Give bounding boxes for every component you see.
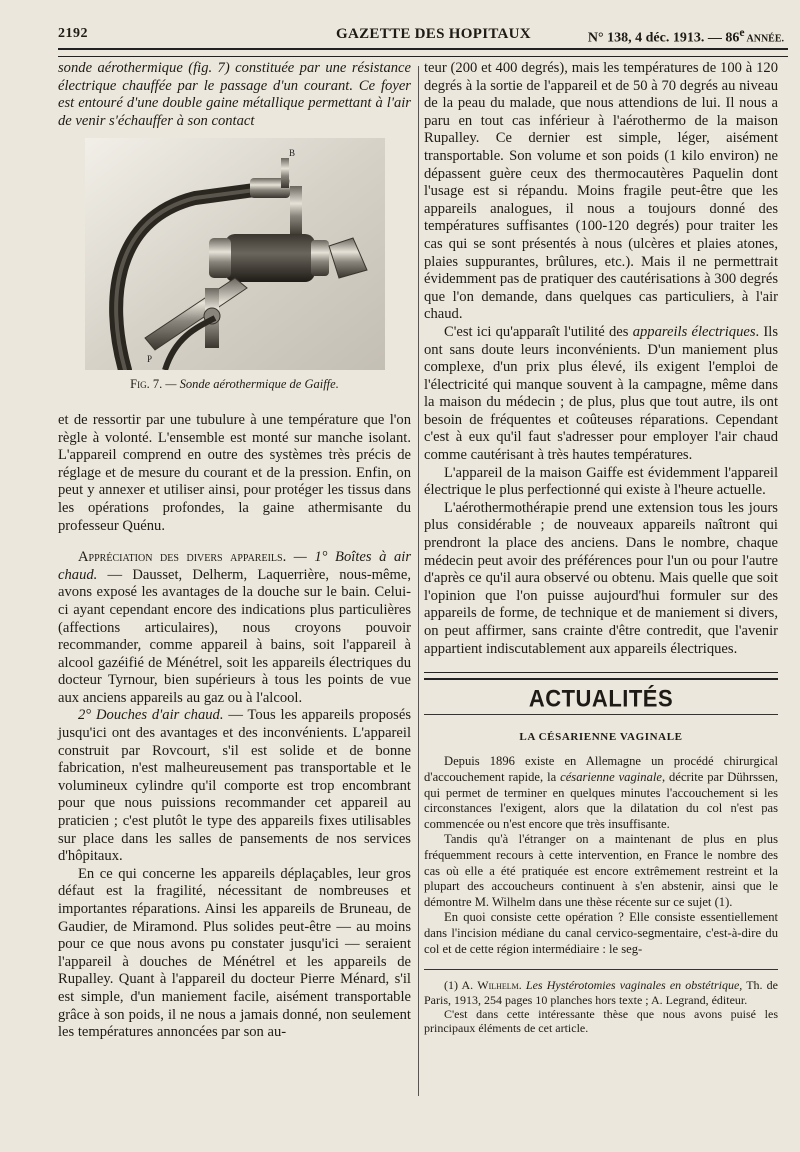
right-paragraph-3: L'appareil de la maison Gaiffe est évidemment l'appareil électrique le plus perfectionné qui existe à l'heure actuelle. [424,464,778,499]
right-p2-a: C'est ici qu'apparaît l'utilité des [444,323,633,340]
page-number: 2192 [58,26,88,41]
footnote-1 [424,978,778,1007]
left-paragraph-3 [58,549,411,707]
figure-letter-p: P [146,354,152,365]
footnotes [424,978,778,1036]
aerothermic-probe-illustration [85,138,385,370]
left-paragraph-5: En ce qui concerne les appareils déplaçables, leur gros défaut est la fragilité, nécessitant de nombreuses et importantes réparations. Ainsi les appareils de Bruneau, de Gaudier, de Miramond. Plus solides peut-être — au moins pour ce que nous avons pu constater jusqu'ici — seraient l'appareil à douches de Ménétrel et les appareils de Rupalley. Quant à l'appareil du docteur Pierre Ménard, s'il est simple, d'un maniement facile, aisément transportable grâce à son poids, il ne nous a jamais donné, non seulement les températures annoncées par son au- [58,865,411,1041]
right-paragraph-2 [424,324,778,465]
footnote-2: C'est dans cette intéressante thèse que nous avons puisé les principaux éléments de cet article. [424,1006,778,1036]
left-p1-text: sonde aérothermique (fig. 7) constituée par une résistance électrique chauffée par le passage d'un courant. Ce foyer est entouré d'une double gaine métallique permettant à l'air de venir s'échauffer à son contact [58,60,411,129]
fn1-a: (1) A. [444,978,478,993]
fn1-author: Wilhelm. [477,978,522,993]
issue-year-label: ANNÉE. [744,33,784,45]
figure-caption [58,376,411,394]
column-divider [418,66,419,1096]
section-title-rule [424,714,778,715]
section-rule [424,672,778,680]
left-column [58,60,411,1042]
footnote-rule [424,969,778,970]
article-paragraph-2: Tandis qu'à l'étranger on a maintenant de plus en plus fréquemment recours à cette intervention, en France le nombre des cas où elle a été pratiquée est encore extrêmement restreint et la plupart des accoucheurs continuent à s'en abstenir, ainsi que le démontre M. Wilhelm dans une thèse récente sur ce sujet (1). [424,832,778,909]
journal-title: GAZETTE DES HOPITAUX [336,26,531,42]
issue-info [588,26,784,47]
issue-number: N° 138, 4 déc. 1913. — 86 [587,30,740,46]
article-p1-a: Depuis 1896 existe en Allemagne un procédé chirurgical d'accouchement rapide, la [424,754,778,784]
fn1-title: Les Hystérotomies vaginales en obstétrique, [521,978,743,993]
right-paragraph-4: L'aérothermothérapie prend une extension tous les jours plus considérable ; de nouveaux appareils naîtront qui prendront la place des anciens. Dans le nombre, chaque médecin peut avoir des préférences pour l'un ou pour l'autre d'après ce qu'il aura observé ou obtenu. Mais quelle que soit l'opinion que l'on puisse aujourd'hui formuler sur des appareils de forme, de technique et de maniement si divers, on peut affirmer, sans crainte d'être contredit, que l'avenir appartient indiscutablement aux appareils électriques. [424,499,778,657]
right-column [424,60,778,1036]
section-title-actualites: ACTUALITÉS [528,684,674,713]
figure-letter-b: B [288,148,295,159]
right-paragraph-1: teur (200 et 400 degrés), mais les températures de 100 à 120 degrés à la sortie de l'appareil et de 50 à 70 degrés au niveau de la peau du malade, que nous attendions de lui. Il nous a paru en tout cas inférieur à l'aérothermo de la maison Rupalley. Ce dernier est simple, léger, aisément transportable. Son volume et son poids (1 kilo environ) ne dépassent guère ceux des thermocautères Paquelin dont l'usage est si répandu. Moins fragile peut-être que les appareils analogues, il nous a toujours donné des températures suffisantes (100-120 degrés) pour traiter les cas qui se sont présentés à nous (ulcères et plaies atones, plaies suppurantes, brûlures, etc.). Mais il ne permettrait évidemment pas de pratiquer des cautérisations à 300 degrés que l'on demande, dans quelques cas particuliers, à l'air chaud. [424,60,778,323]
page-header [58,22,784,46]
section-heading-appreciation: Appréciation des divers appareils. [78,549,287,566]
article-paragraph-3: En quoi consiste cette opération ? Elle consiste essentiellement dans l'incision médiane du canal cervico-segmentaire, c'est-à-dire du col et de cette région intermédiaire : le seg- [424,910,778,956]
left-paragraph-2: et de ressortir par une tubulure à une température que l'on règle à volonté. L'ensemble est monté sur manche isolant. L'appareil comprend en outre des systèmes très précis de réglage et de mesure du courant et de la pression. Enfin, on peut y annexer et utiliser ainsi, pour protéger les tissus dans les opérations profondes, la gaine athermisante du professeur Quénu. [58,411,411,534]
figure-caption-number: Fig. 7. [130,377,163,392]
figure-7 [85,138,385,370]
article-paragraph-1 [424,754,778,832]
subsection-boites: — 1° Boîtes à air chaud. [58,549,411,583]
right-p2-em: appareils électriques [632,323,756,340]
left-p4-text: — Tous les appareils proposés jusqu'ici ont des avantages et des inconvénients. L'appareil construit par Rovcourt, s'il est solide et de bonne fabrication, n'est malheureusement pas transportable et le volumineux cylindre qu'il comporte est trop encombrant pour que nous puissions recommander cet appareil au praticien ; c'est plutôt le type des appareils fixes utilisables sur place dans les salles de pansements de nos services d'hôpitaux. [58,707,411,865]
right-p2-b: . Ils ont sans doute leurs inconvénients. D'un maniement plus complexe, d'un prix plus élevé, ils exigent l'emploi de l'électricité qui manque souvent à la campagne, même dans la maison du médecin ; de plus, plus que tout autre, ils ont besoin de fréquentes et coûteuses réparations. Cependant c'est à eux qu'il faut s'adresser pour employer l'air chaud comme cautérisant à très hautes températures. [424,323,778,464]
fn1-b: Th. de Paris, 1913, 254 pages 10 planches hors texte ; A. Legrand, éditeur. [424,978,778,1007]
article-subhead: LA CÉSARIENNE VAGINALE [519,730,683,743]
left-paragraph-1 [58,60,411,130]
article-p1-b: , décrite par Dührssen, qui permet de terminer en quelques minutes l'accouchement si les circonstances l'exigent, alors que la dilatation du col n'est pas commencée ou n'est encore que très insuffisante. [424,769,778,831]
article-body [424,754,778,957]
figure-caption-text: — Sonde aérothermique de Gaiffe. [162,377,339,392]
issue-sup: e [739,26,745,39]
subsection-douches: 2° Douches d'air chaud. [78,707,224,724]
header-rule [58,48,788,57]
left-paragraph-4 [58,707,411,865]
article-p1-em: césarienne vaginale [560,769,662,784]
left-p3-text: — Dausset, Delherm, Laquerrière, nous-même, avons exposé les avantages de la douche sur le bain. Celui-ci ayant cependant encore des indications plus particulières (affections articulaires), nous croyons pouvoir recommander, comme appareil à bains, soit l'appareil à alcool gazéifié de Ménétrel, soit les appareils électriques du docteur Tyrnour, bien supérieurs à tous les points de vue aux anciens appareils au gaz ou à l'alcool. [58,566,411,706]
